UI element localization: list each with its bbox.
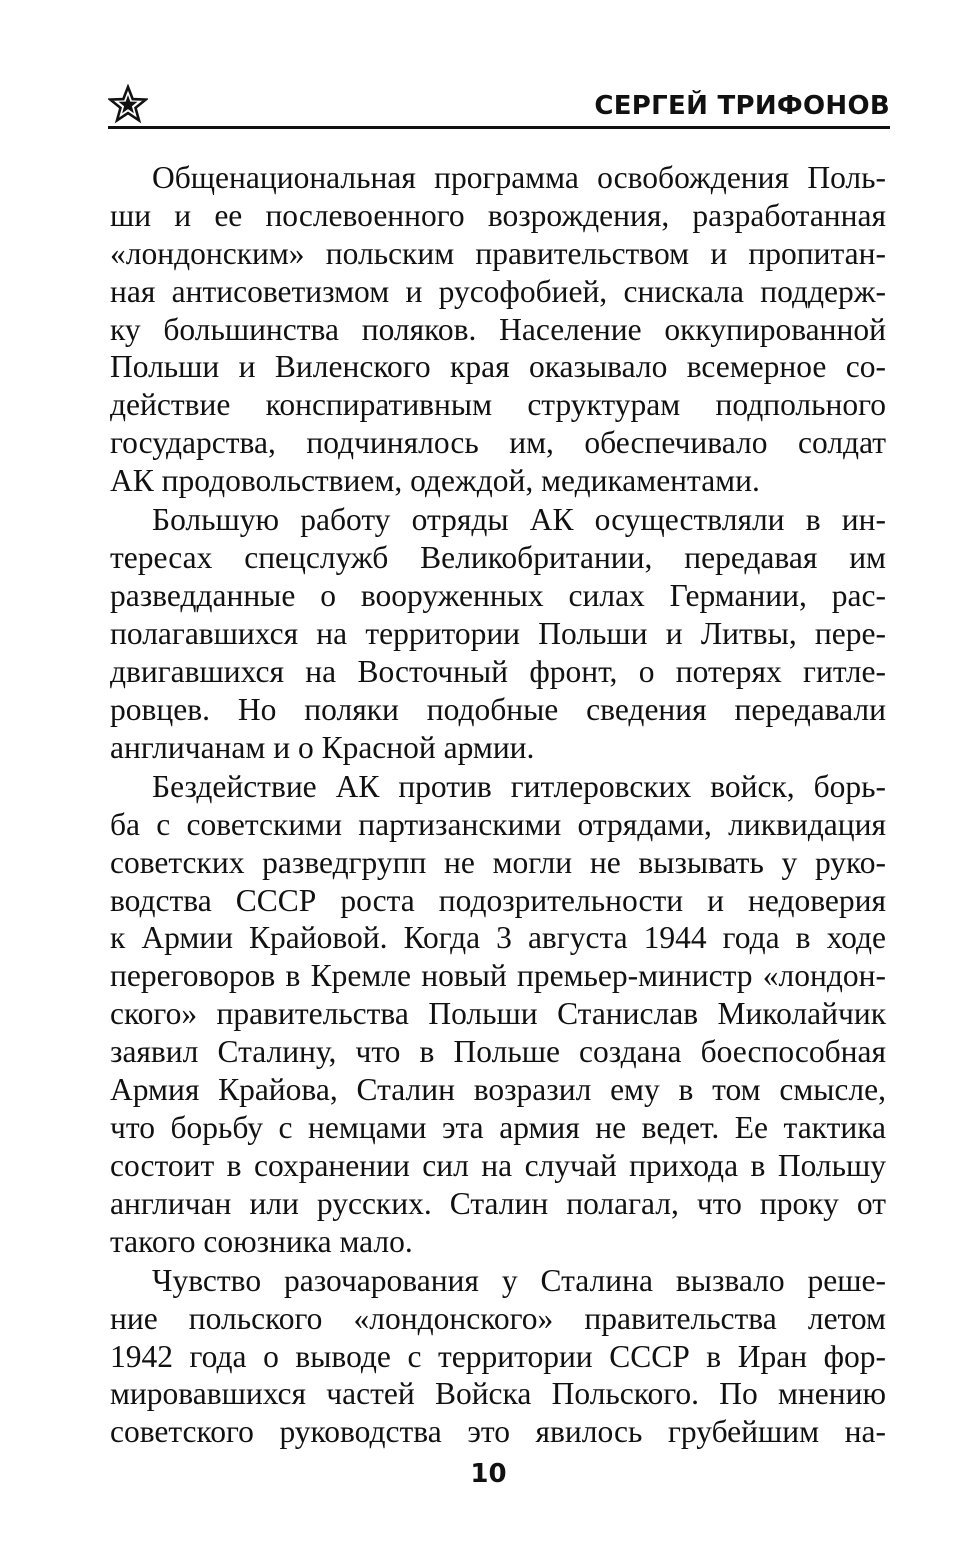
text-line: ку большинства поляков. Население оккупированной	[110, 311, 886, 347]
text-line: тересах спецслужб Великобритании, передавая им	[110, 540, 886, 576]
text-line: «лондонским» польским правительством и пропитан-	[110, 235, 886, 271]
text-line: заявил Сталину, что в Польше создана боеспособная	[110, 1034, 886, 1070]
header-rule	[108, 126, 890, 129]
text-line: переговоров в Кремле новый премьер-министр «лондон-	[110, 958, 886, 994]
text-line: водства СССР роста подозрительности и недоверия	[110, 882, 886, 918]
paragraph-2	[110, 501, 886, 766]
text-line: полагавшихся на территории Польши и Литвы, пере-	[110, 615, 886, 651]
text-line: Чувство разочарования у Сталина вызвало реше-	[152, 1262, 886, 1298]
text-line: действие конспиративным структурам подпольного	[110, 387, 886, 423]
text-line: англичан или русских. Сталин полагал, что проку от	[110, 1185, 886, 1221]
running-header	[108, 78, 890, 130]
text-line: Общенациональная программа освобождения Поль-	[152, 160, 886, 195]
body-text	[110, 159, 886, 1452]
text-line: Большую работу отряды АК осуществляли в ин-	[152, 502, 886, 538]
text-line: такого союзника мало.	[110, 1223, 413, 1259]
text-line: советского руководства это явилось грубейшим на-	[110, 1414, 886, 1450]
paragraph-3	[110, 768, 886, 1261]
text-line: ровцев. Но поляки подобные сведения передавали	[110, 691, 886, 727]
text-line: двигавшихся на Восточный фронт, о потерях гитле-	[110, 653, 886, 689]
text-line: АК продовольствием, одеждой, медикаментами.	[110, 463, 760, 499]
star-outline-icon	[108, 84, 148, 124]
text-line: ши и ее послевоенного возрождения, разработанная	[110, 197, 886, 233]
text-line: Польши и Виленского края оказывало всемерное со-	[110, 349, 886, 385]
text-line: к Армии Крайовой. Когда 3 августа 1944 года в ходе	[110, 920, 886, 956]
text-line: мировавшихся частей Войска Польского. По мнению	[110, 1376, 886, 1412]
text-line: Бездействие АК против гитлеровских войск, борь-	[152, 768, 886, 804]
running-header-author: СЕРГЕЙ ТРИФОНОВ	[594, 91, 890, 121]
text-line: ского» правительства Польши Станислав Миколайчик	[110, 996, 886, 1032]
paragraph-4	[110, 1262, 886, 1451]
text-line: ная антисоветизмом и русофобией, снискала поддерж-	[110, 273, 886, 309]
text-line: Армия Крайова, Сталин возразил ему в том смысле,	[110, 1071, 886, 1107]
text-line: англичанам и о Красной армии.	[110, 729, 535, 765]
text-line: 1942 года о выводе с территории СССР в Иран фор-	[110, 1338, 886, 1374]
text-line: состоит в сохранении сил на случай прихода в Польшу	[110, 1147, 886, 1183]
paragraph-1	[110, 159, 886, 500]
text-line: государства, подчинялось им, обеспечивало солдат	[110, 425, 886, 461]
page-number: 10	[470, 1459, 507, 1489]
text-line: что борьбу с немцами эта армия не ведет. Ее тактика	[110, 1109, 886, 1145]
text-line: советских разведгрупп не могли не вызывать у руко-	[110, 844, 886, 880]
text-line: разведданные о вооруженных силах Германии, рас-	[110, 578, 886, 614]
text-line: ба с советскими партизанскими отрядами, ликвидация	[110, 806, 886, 842]
text-line: ние польского «лондонского» правительства летом	[110, 1300, 886, 1336]
